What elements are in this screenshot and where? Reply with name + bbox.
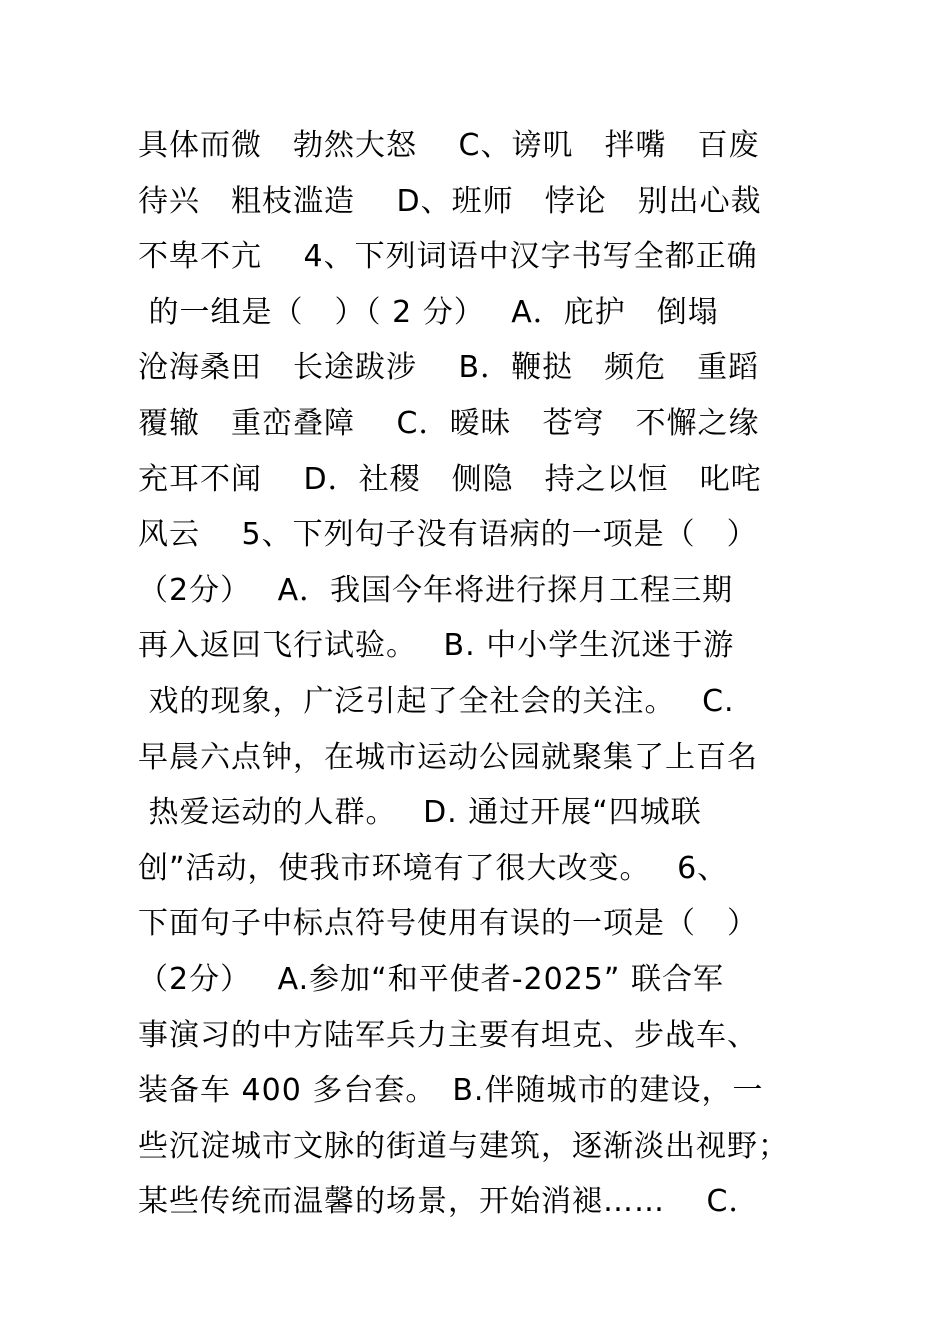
text-line: 充耳不闻 D．社稷 侧隐 持之以恒 叱咤 [138, 461, 762, 497]
text-line: 事演习的中方陆军兵力主要有坦克、步战车、 [138, 1017, 758, 1053]
text-line: 创”活动，使我市环境有了很大改变。 6、 [138, 850, 729, 886]
text-line: 具体而微 勃然大怒 C、谤叽 拌嘴 百废 [138, 128, 760, 163]
text-line: 的一组是（ ）（ 2 分） A．庇护 倒塌 [138, 294, 719, 330]
text-line: 装备车 400 多台套。 B.伴随城市的建设，一 [138, 1073, 764, 1109]
text-line: （2分） A.参加“和平使者-2025” 联合军 [138, 961, 724, 997]
body-text [138, 118, 838, 1230]
text-line: 热爱运动的人群。 D. 通过开展“四城联 [138, 795, 702, 831]
text-line: 戏的现象，广泛引起了全社会的关注。 C. [138, 683, 735, 719]
text-line: 些沉淀城市文脉的街道与建筑，逐渐淡出视野； [138, 1128, 789, 1164]
text-line: 不卑不亢 4、下列词语中汉字书写全都正确 [138, 239, 758, 275]
text-line: 再入返回飞行试验。 B. 中小学生沉迷于游 [138, 628, 735, 664]
text-line: 早晨六点钟，在城市运动公园就聚集了上百名 [138, 739, 758, 775]
text-line: （2分） A．我国今年将进行探月工程三期 [138, 572, 734, 608]
text-line: 待兴 粗枝滥造 D、班师 悖论 别出心裁 [138, 183, 762, 219]
text-line: 沧海桑田 长途跋涉 B．鞭挞 频危 重蹈 [138, 350, 760, 386]
text-line: 下面句子中标点符号使用有误的一项是（ ） [138, 906, 758, 942]
text-line: 风云 5、下列句子没有语病的一项是（ ） [138, 517, 758, 553]
text-line: 某些传统而温馨的场景，开始消褪…… C． [138, 1184, 760, 1220]
text-line: 覆辙 重峦叠障 C．暧昧 苍穹 不懈之缘 [138, 405, 760, 441]
